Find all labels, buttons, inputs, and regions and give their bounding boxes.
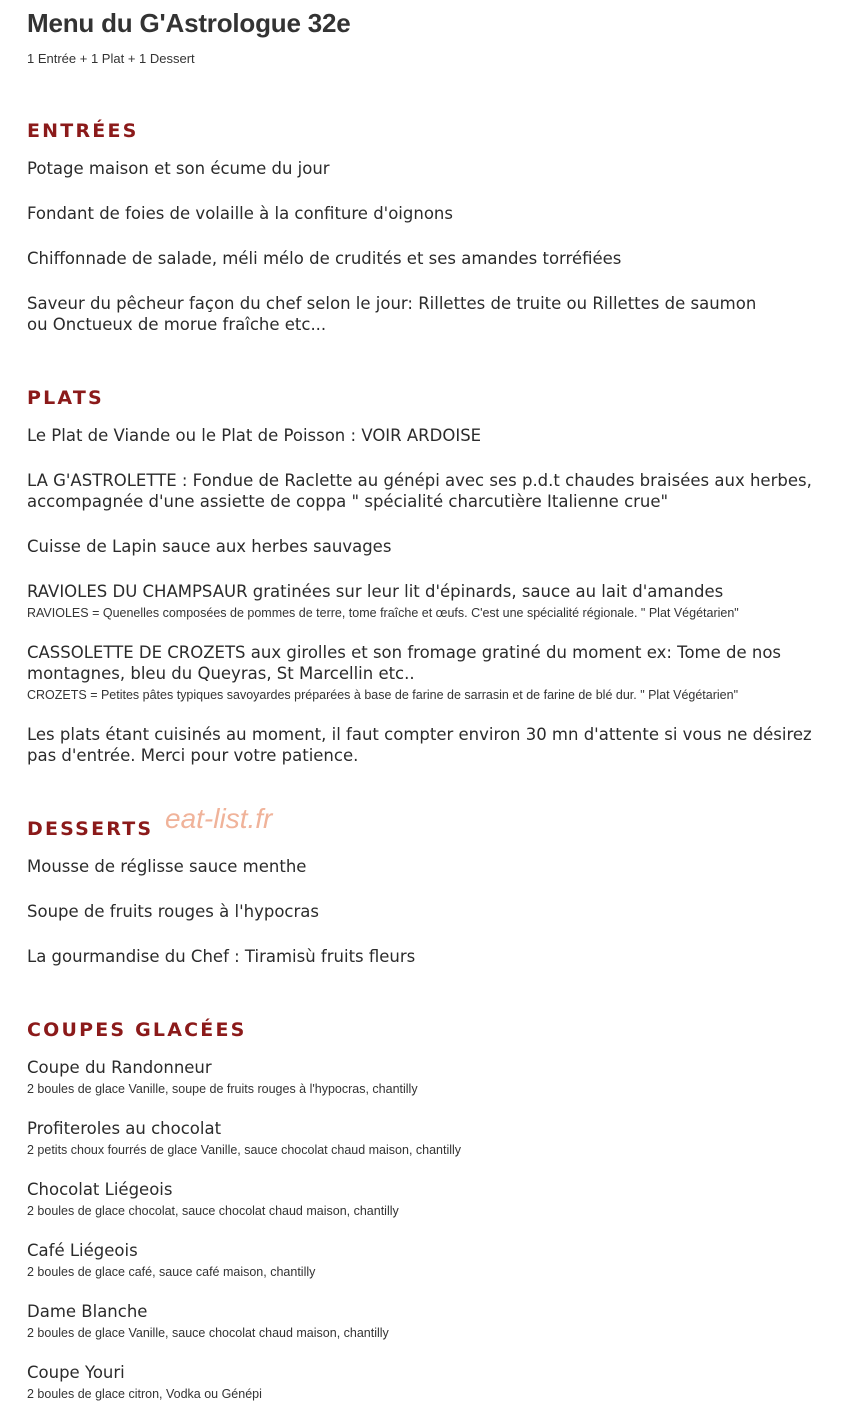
section-coupes-glacees	[27, 1015, 847, 1045]
menu-item-description: 2 boules de glace Vanille, sauce chocolat chaud maison, chantilly	[27, 1326, 389, 1340]
menu-note	[27, 724, 827, 766]
menu-item	[27, 158, 847, 179]
watermark-logo: eat-list.fr	[165, 803, 273, 834]
menu-item	[27, 536, 847, 557]
menu-item-name: Mousse de réglisse sauce menthe	[27, 857, 307, 876]
section-title-plats: PLATS	[27, 387, 104, 409]
menu-item-name: Saveur du pêcheur façon du chef selon le jour: Rillettes de truite ou Rillettes de saumon ou Onctueux de morue fraîche etc...	[27, 294, 757, 334]
menu-item-name: Potage maison et son écume du jour	[27, 159, 330, 178]
menu-item-name: Fondant de foies de volaille à la confiture d'oignons	[27, 204, 453, 223]
menu-item-name: LA G'ASTROLETTE : Fondue de Raclette au génépi avec ses p.d.t chaudes braisées aux herbes, accompagnée d'une assiette de coppa " spécialité charcutière Italienne crue"	[27, 471, 812, 511]
menu-item	[27, 470, 817, 512]
menu-item-description: 2 boules de glace café, sauce café maison, chantilly	[27, 1265, 316, 1279]
menu-item-name: Soupe de fruits rouges à l'hypocras	[27, 902, 319, 921]
menu-item	[27, 1301, 847, 1342]
menu-item-name: Dame Blanche	[27, 1302, 148, 1321]
section-title-desserts: DESSERTS	[27, 818, 154, 840]
menu-item	[27, 856, 847, 877]
menu-item	[27, 293, 767, 335]
menu-item-name: Café Liégeois	[27, 1241, 138, 1260]
menu-item-name: Coupe Youri	[27, 1363, 125, 1382]
menu-item	[27, 642, 827, 704]
menu-item	[27, 581, 847, 622]
menu-item	[27, 248, 847, 269]
menu-item-name: Coupe du Randonneur	[27, 1058, 212, 1077]
menu-item-description: 2 petits choux fourrés de glace Vanille, sauce chocolat chaud maison, chantilly	[27, 1143, 462, 1157]
menu-item-description: RAVIOLES = Quenelles composées de pommes de terre, tome fraîche et œufs. C'est une spécialité régionale. " Plat Végétarien"	[27, 606, 739, 620]
menu-item-description: CROZETS = Petites pâtes typiques savoyardes préparées à base de farine de sarrasin et de farine de blé dur. " Plat Végétarien"	[27, 688, 739, 702]
section-entrees	[27, 116, 847, 146]
menu-item	[27, 1240, 847, 1281]
menu-item-name: Le Plat de Viande ou le Plat de Poisson : VOIR ARDOISE	[27, 426, 482, 445]
menu-item	[27, 203, 847, 224]
menu-item-description: 2 boules de glace citron, Vodka ou Génépi	[27, 1387, 262, 1401]
menu-item-name: Cuisse de Lapin sauce aux herbes sauvages	[27, 537, 392, 556]
menu-item-name: Chocolat Liégeois	[27, 1180, 173, 1199]
menu-item	[27, 946, 847, 967]
menu-note-text: Les plats étant cuisinés au moment, il faut compter environ 30 mn d'attente si vous ne désirez pas d'entrée. Merci pour votre patience.	[27, 725, 812, 765]
menu-item-name: La gourmandise du Chef : Tiramisù fruits fleurs	[27, 947, 416, 966]
section-desserts	[27, 814, 847, 844]
page-subtitle: 1 Entrée + 1 Plat + 1 Dessert	[27, 51, 195, 66]
section-plats	[27, 383, 847, 413]
menu-item-name: RAVIOLES DU CHAMPSAUR gratinées sur leur lit d'épinards, sauce au lait d'amandes	[27, 582, 724, 601]
menu-item	[27, 1179, 847, 1220]
menu-item-description: 2 boules de glace chocolat, sauce chocolat chaud maison, chantilly	[27, 1204, 399, 1218]
section-title-entrees: ENTRÉES	[27, 120, 139, 142]
menu-item	[27, 1057, 847, 1098]
menu-item-name: CASSOLETTE DE CROZETS aux girolles et son fromage gratiné du moment ex: Tome de nos montagnes, bleu du Queyras, St Marcellin etc..	[27, 643, 782, 683]
menu-item	[27, 901, 847, 922]
menu-item-name: Profiteroles au chocolat	[27, 1119, 222, 1138]
page-title: Menu du G'Astrologue 32e	[27, 8, 351, 38]
menu-item	[27, 1118, 847, 1159]
menu-item	[27, 425, 847, 446]
menu-item-description: 2 boules de glace Vanille, soupe de fruits rouges à l'hypocras, chantilly	[27, 1082, 418, 1096]
menu-item-name: Chiffonnade de salade, méli mélo de crudités et ses amandes torréfiées	[27, 249, 622, 268]
menu-item	[27, 1362, 847, 1403]
section-title-coupes-glacees: COUPES GLACÉES	[27, 1019, 247, 1041]
